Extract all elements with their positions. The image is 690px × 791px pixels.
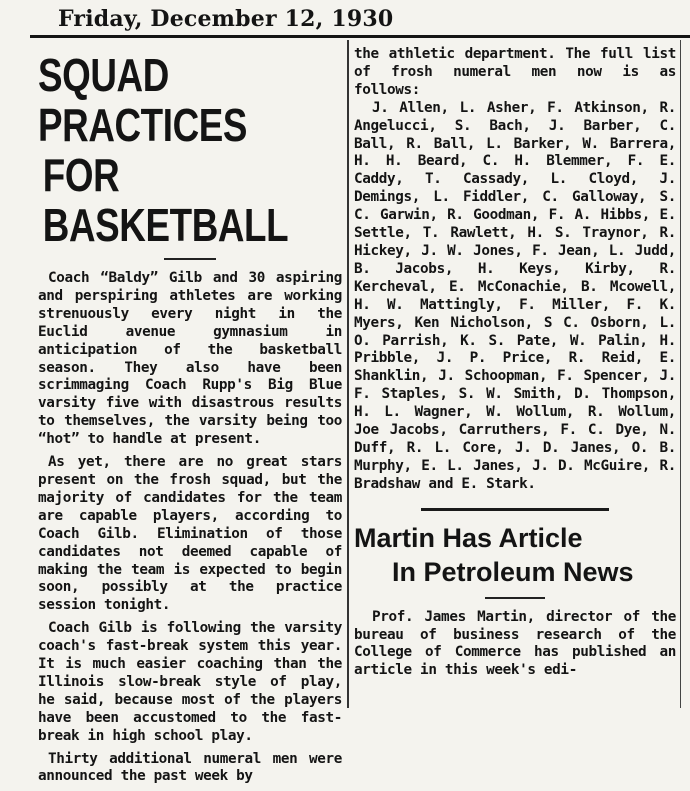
article1-continuation: the athletic department. The full list of frosh numeral men now is as follows:: [354, 46, 676, 98]
article1-body: [38, 270, 342, 786]
page-right-edge: [680, 40, 681, 708]
paragraph-1: Coach “Baldy” Gilb and 30 aspiring and perspiring athletes are working strenuously every night in the Euclid avenue gymnasium in anticipation of the basketball season. They also have been scrimmaging Coach Rupp's Big Blue varsity five with disastrous results to themselves, the varsity being too “hot” to handle at present.: [38, 270, 342, 448]
paragraph-4: Thirty additional numeral men were announced the past week by: [38, 750, 342, 785]
top-rule: [30, 35, 690, 38]
article2-headline-line-2: In Petroleum News: [392, 556, 634, 587]
headline-line-1: SQUAD PRACTICES: [38, 49, 248, 151]
article1-headline: [38, 50, 342, 250]
headline-short-rule: [164, 258, 216, 260]
column-divider: [347, 40, 349, 708]
right-column: [354, 46, 676, 680]
article2-headline: [354, 521, 676, 589]
numeral-men-roster: J. Allen, L. Asher, F. Atkinson, R. Angelucci, S. Bach, J. Barber, C. Ball, R. Ball, L. Barker, W. Barrera, H. H. Beard, C. H. Blemmer, F. E. Caddy, T. Cassady, L. Cloyd, J. Demings, L. Fiddler, C. Galloway, S. C. Garwin, R. Goodman, F. A. Hibbs, E. Settle, T. Rawlett, H. S. Traynor, R. Hickey, J. W. Jones, F. Jean, L. Judd, B. Jacobs, H. Keys, Kirby, R. Kercheval, E. McConachie, B. Mcowell, H. W. Mattingly, F. Miller, F. K. Myers, Ken Nicholson, S C. Osborn, L. O. Parrish, K. S. Pate, W. Palin, H. Pribble, J. P. Price, R. Reid, E. Shanklin, J. Schoopman, F. Spencer, J. F. Staples, S. W. Smith, D. Thompson, H. L. Wagner, W. Wollum, R. Wollum, Joe Jacobs, Carruthers, F. C. Dye, N. Duff, R. L. Core, J. D. Janes, O. B. Murphy, E. L. Janes, J. D. McGuire, R. Bradshaw and E. Stark.: [354, 99, 676, 492]
paragraph-2: As yet, there are no great stars present on the frosh squad, but the majority of candidates for the team are capable players, according to Coach Gilb. Elimination of those candidates not deemed capable of making the team is expected to begin soon, possibly at the practice session tonight.: [38, 454, 342, 614]
left-column: [38, 50, 342, 791]
article2-headline-line-1: Martin Has Article: [354, 522, 583, 553]
article-separator: [421, 508, 609, 511]
dateline: Friday, December 12, 1930: [58, 6, 394, 32]
article2-lead: Prof. James Martin, director of the bureau of business research of the College of Commerce has published an article in this week's edi-: [354, 608, 676, 679]
article2-short-rule: [485, 597, 545, 599]
headline-line-2: FOR BASKETBALL: [42, 149, 289, 251]
paragraph-3: Coach Gilb is following the varsity coach's fast-break system this year. It is much easier coaching than the Illinois slow-break style of play, he said, because most of the players have been accustomed to the fast-break in high school play.: [38, 620, 342, 744]
